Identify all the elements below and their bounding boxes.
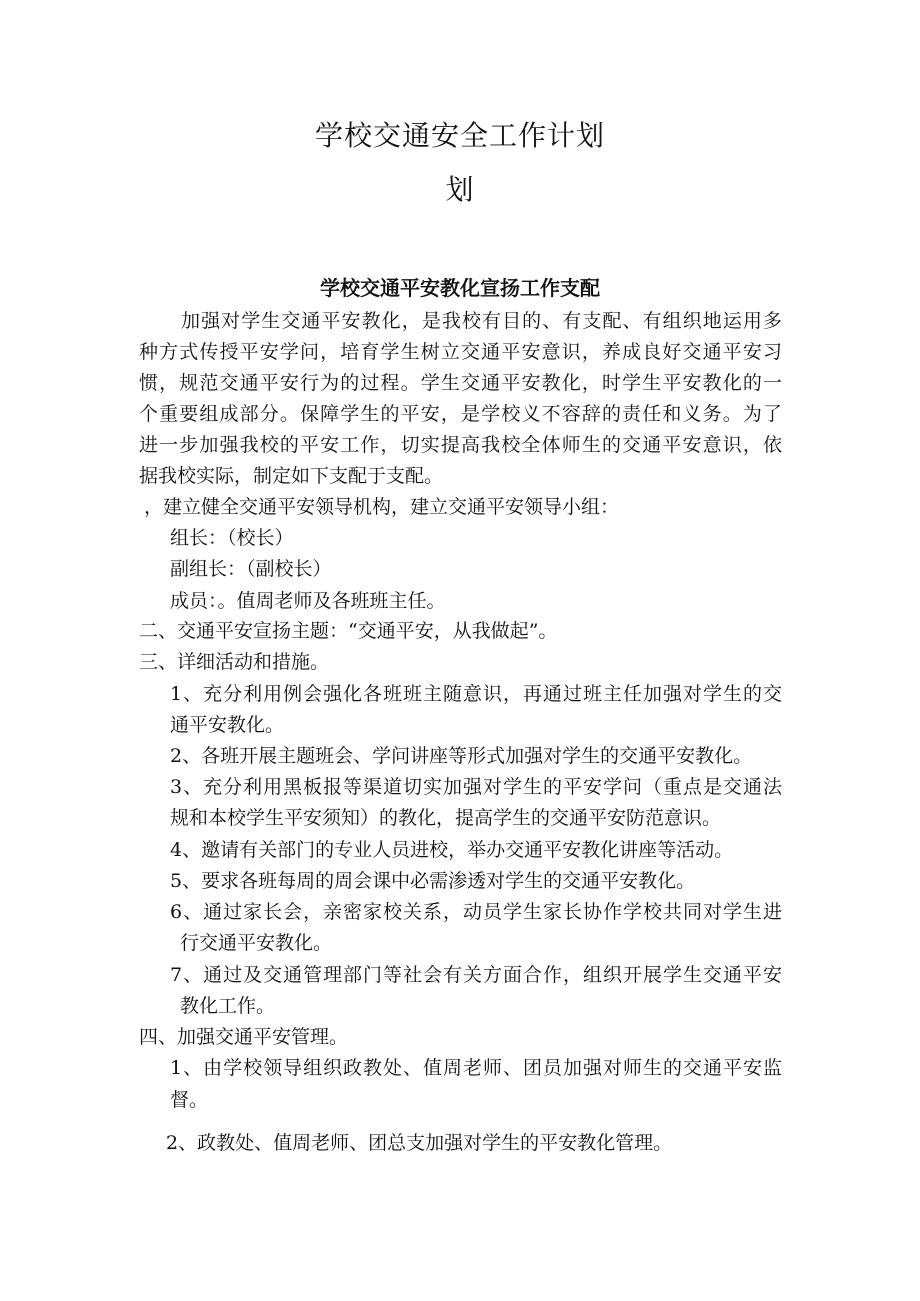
section-heading: 二、交通平安宣扬主题：“交通平安，从我做起”。	[139, 620, 558, 642]
list-item: 3、充分利用黑板报等渠道切实加强对学生的平安学问（重点是交通法	[170, 776, 782, 798]
list-item: 2、各班开展主题班会、学问讲座等形式加强对学生的交通平安教化。	[170, 745, 753, 767]
section-title: 学校交通平安教化宣扬工作支配	[320, 276, 600, 300]
section-heading: 三、详细活动和措施。	[139, 651, 330, 673]
section-heading: 四、加强交通平安管理。	[139, 1026, 349, 1048]
intro-line: 加强对学生交通平安教化，是我校有目的、有支配、有组织地运用多	[181, 310, 782, 332]
list-item: 6、通过家长会，亲密家校关系，动员学生家长协作学校共同对学生进	[170, 901, 782, 923]
document-title-continuation: 划	[445, 173, 475, 206]
list-item-continuation: 督。	[170, 1089, 209, 1111]
list-item-continuation: 通平安教化。	[170, 714, 285, 736]
list-item-continuation: 行交通平安教化。	[180, 932, 333, 954]
intro-line: 种方式传授平安学问，培育学生树立交通平安意识，养成良好交通平安习	[139, 341, 782, 363]
list-item: 4、邀请有关部门的专业人员进校，举办交通平安教化讲座等活动。	[170, 839, 734, 861]
list-item: 1、充分利用例会强化各班班主随意识，再通过班主任加强对学生的交	[170, 683, 782, 705]
intro-line: 据我校实际，制定如下支配于支配。	[139, 465, 444, 487]
list-item-continuation: 规和本校学生平安须知）的教化，提高学生的交通平安防范意识。	[170, 807, 722, 829]
intro-line: 进一步加强我校的平安工作，切实提高我校全体师生的交通平安意识，依	[139, 434, 782, 456]
list-item: 2、政教处、值周老师、团总支加强对学生的平安教化管理。	[166, 1132, 673, 1154]
document-title: 学校交通安全工作计划	[314, 119, 605, 152]
leader-line: 组长：（校长）	[170, 527, 294, 549]
list-item: 7、通过及交通管理部门等社会有关方面合作，组织开展学生交通平安	[170, 964, 782, 986]
intro-line: 个重要组成部分。保障学生的平安，是学校义不容辞的责任和义务。为了	[139, 403, 782, 425]
members-line: 成员：。值周老师及各班班主任。	[170, 590, 446, 612]
list-item: 1、由学校领导组织政教处、值周老师、团员加强对师生的交通平安监	[170, 1057, 782, 1079]
vice-leader-line: 副组长：（副校长）	[170, 558, 332, 580]
list-item: 5、要求各班每周的周会课中必需渗透对学生的交通平安教化。	[170, 870, 696, 892]
section-heading: ，建立健全交通平安领导机构，建立交通平安领导小组：	[144, 496, 620, 518]
intro-line: 惯，规范交通平安行为的过程。学生交通平安教化，时学生平安教化的一	[139, 372, 782, 394]
list-item-continuation: 教化工作。	[180, 995, 276, 1017]
